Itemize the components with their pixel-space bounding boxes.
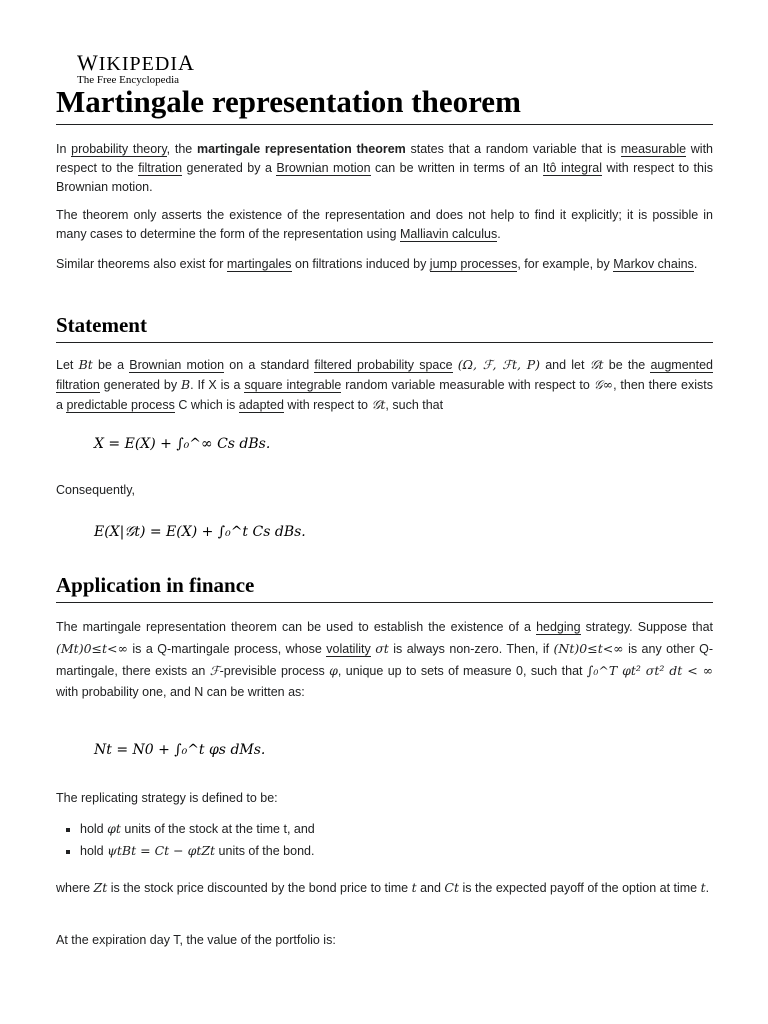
link-martingales[interactable]: martingales — [226, 257, 292, 271]
expiration-text: At the expiration day T, the value of the portfolio is: — [56, 933, 336, 947]
intro-paragraph-1: In probability theory, the martingale representation theorem states that a random variable that is measurable with respect to the filtration generated by a Brownian motion can be written in terms of an Itô integral with respect to this Brownian motion. — [56, 142, 714, 194]
page-title: Martingale representation theorem — [56, 82, 713, 125]
wikipedia-logo[interactable] — [77, 50, 195, 86]
equation-representation — [94, 436, 270, 452]
math-inequality: ∫₀^T φt² σt² dt < ∞ — [586, 663, 713, 678]
link-measurable[interactable]: measurable — [620, 142, 687, 156]
math-bond-holding: ψtBt = Ct − φtZt — [107, 843, 216, 858]
link-markov-chains[interactable]: Markov chains — [613, 257, 694, 271]
equation-text: Nt = N0 + ∫₀^t φs dMs. — [94, 742, 266, 758]
heading-statement: Statement — [56, 310, 713, 343]
link-jump-processes[interactable]: jump processes — [429, 257, 518, 271]
math-gt: 𝒢t — [589, 357, 604, 372]
math-probability-space: (Ω, ℱ, ℱt, P) — [457, 357, 540, 372]
math-bt: Bt — [78, 357, 93, 372]
link-filtered-probability-space[interactable]: filtered probability space — [314, 358, 453, 372]
link-volatility[interactable]: volatility — [326, 642, 371, 656]
equation-text: X = E(X) + ∫₀^∞ Cs dBs. — [94, 436, 271, 452]
logo-tagline: The Free Encyclopedia — [77, 74, 180, 86]
link-predictable-process[interactable]: predictable process — [66, 398, 175, 412]
math-b: B — [180, 377, 191, 392]
math-t-2: t — [700, 880, 706, 895]
link-probability-theory[interactable]: probability theory — [71, 142, 167, 156]
math-sigma: σt — [375, 641, 389, 656]
link-adapted[interactable]: adapted — [238, 398, 284, 412]
statement-paragraph: Let Bt be a Brownian motion on a standard filtered probability space (Ω, ℱ, ℱt, P) and let 𝒢t be the augmented filtration generated by B. If X is a square integrable random variable measurable with respect to 𝒢∞, then there exists a predictable process C which is adapted with respect to 𝒢t, such that — [56, 357, 713, 412]
math-t: t — [411, 880, 417, 895]
intro-paragraph-2: The theorem only asserts the existence of the representation and does not help to find it explicitly; it is possible in many cases to determine the form of the representation using Malliavin calculus. — [56, 208, 713, 241]
link-malliavin-calculus[interactable]: Malliavin calculus — [399, 227, 498, 241]
math-ct: Ct — [444, 880, 460, 895]
equation-text: E(X|𝒢t) = E(X) + ∫₀^t Cs dBs. — [94, 524, 306, 540]
link-square-integrable[interactable]: square integrable — [244, 378, 342, 392]
link-filtration[interactable]: filtration — [138, 161, 183, 175]
link-ito-integral[interactable]: Itô integral — [542, 161, 602, 175]
intro-paragraph-3: Similar theorems also exist for martingales on filtrations induced by jump processes, for example, by Markov chains. — [56, 257, 698, 271]
math-f: ℱ — [209, 663, 220, 678]
strategy-list — [64, 818, 720, 862]
math-phi-t: φt — [107, 821, 121, 836]
equation-nt — [94, 742, 265, 758]
list-item: ▪ hold φt units of the stock at the time t, and — [80, 818, 720, 840]
math-mt: (Mt)0≤t<∞ — [56, 641, 128, 656]
consequently-text: Consequently, — [56, 483, 135, 497]
link-hedging[interactable]: hedging — [536, 620, 581, 634]
finance-paragraph: The martingale representation theorem can be used to establish the existence of a hedging strategy. Suppose that (Mt)0≤t<∞ is a Q-martingale process, whose volatility σt is always non-zero. Then, if (Nt)0≤t<∞ is any other Q-martingale, there exists an ℱ-previsible process φ, unique up to sets of measure 0, such that ∫₀^T φt² σt² dt < ∞ with probability one, and N can be written as: — [56, 620, 713, 699]
math-g-infinity: 𝒢∞ — [593, 377, 614, 392]
logo-wordmark: WIKIPEDIA — [77, 50, 195, 75]
math-phi: φ — [329, 663, 338, 678]
link-brownian-motion-2[interactable]: Brownian motion — [129, 358, 225, 372]
list-item: ▪ hold ψtBt = Ct − φtZt units of the bond. — [80, 840, 720, 862]
link-augmented-filtration[interactable]: augmented filtration — [56, 358, 713, 392]
equation-conditional — [94, 524, 306, 540]
replicating-text: The replicating strategy is defined to be: — [56, 791, 278, 805]
link-brownian-motion[interactable]: Brownian motion — [276, 161, 371, 175]
math-gt-2: 𝒢t — [371, 397, 386, 412]
heading-application-in-finance: Application in finance — [56, 570, 713, 603]
bold-term: martingale representation theorem — [196, 142, 406, 156]
math-zt: Zt — [93, 880, 108, 895]
math-nt: (Nt)0≤t<∞ — [553, 641, 624, 656]
where-paragraph: where Zt is the stock price discounted by the bond price to time t and Ct is the expected payoff of the option at time t. — [56, 880, 710, 895]
